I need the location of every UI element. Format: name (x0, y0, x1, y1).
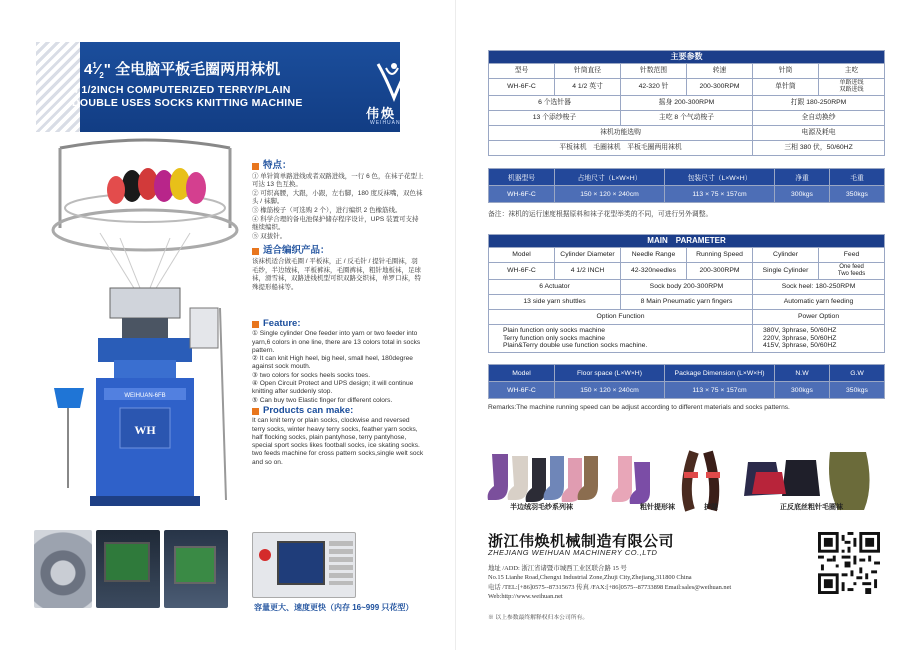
cn-pkg-header: 包装尺寸（L×W×H） (665, 169, 775, 186)
cn-header: 转速 (687, 64, 753, 79)
cn-cell: 4 1/2 英寸 (555, 79, 621, 96)
footnote: ※ 以上参数最终解释权归本公司所有。 (488, 615, 589, 621)
en-header: Cylinder Diameter (555, 248, 621, 263)
en-cell: WH-6F-C (489, 263, 555, 280)
en-cell: Sock body 200-300RPM (621, 280, 753, 295)
control-panel-photo (252, 532, 356, 598)
company-name-en: ZHEJIANG WEIHUAN MACHINERY CO.,LTD (488, 548, 658, 557)
en-cell: One feed Two feeds (819, 263, 885, 280)
cn-pkg-header: 机器型号 (489, 169, 555, 186)
cn-package-table (488, 168, 885, 203)
en-cell: Option Function (489, 310, 753, 325)
en-power-item: 380V, 3phrase, 50/60HZ (763, 327, 837, 335)
en-cell: Automatic yarn feeding (753, 295, 885, 310)
jacquard-socks-photo (612, 456, 650, 504)
circuit-photo-1 (96, 530, 160, 608)
en-power-list (753, 325, 885, 353)
feature-en-item: ④ Open Circuit Protect and UPS design; it will continue knitting after suddenly stop. (252, 380, 414, 396)
en-pkg-cell: 300kgs (775, 382, 830, 399)
title-inch: " (103, 61, 111, 78)
cn-pkg-cell: 150 × 120 × 240cm (555, 186, 665, 203)
en-pkg-header: Package Dimension (L×W×H) (665, 365, 775, 382)
en-pkg-header: Floor space (L×W×H) (555, 365, 665, 382)
cn-cell: 13 个添纱梭子 (489, 111, 621, 126)
cylinder-photo (34, 530, 92, 608)
cn-cell: 6 个选针器 (489, 96, 621, 111)
en-header: Running Speed (687, 248, 753, 263)
products-cn-heading: 适合编织产品： (252, 247, 424, 256)
sock-label-feather: 半边绒羽毛纱系列袜 (510, 504, 573, 511)
cn-cell: 打跟 180-250RPM (753, 96, 885, 111)
sock-label-kneepad: 护膝 (704, 504, 718, 511)
cn-cell: 全自动换纱 (753, 111, 885, 126)
feature-cn-item: ⑤ 双拔针。 (252, 232, 287, 240)
machine-label: WEIHUAN-6FB (124, 393, 166, 399)
en-cell: Power Option (753, 310, 885, 325)
en-header: Feed (819, 248, 885, 263)
cn-parameter-table (488, 50, 885, 156)
en-option-list (489, 325, 753, 353)
address-en: No.15 Lianhe Road,Chengxi Industrial Zone,Zhuji City,Zhejiang,311800 China (488, 574, 692, 582)
logo-cn: 伟焕 (366, 106, 397, 121)
products-cn-text: 该袜机适合做毛圈 / 平板袜，正 / 反毛针 / 提针毛圈袜，羽毛纱，半边绒袜，平板裤袜，毛圈裤袜，粗针地板袜，足球袜，滑雪袜，双路进线机型可织双路交织袜，单罗口袜，特殊提形船袜等。 (252, 257, 421, 291)
cn-table-title: 主要参数 (489, 51, 885, 64)
en-pkg-cell: 113 × 75 × 157cm (665, 382, 775, 399)
feature-en-item: ① Single cylinder One feeder into yarn or two feeder into yarn,6 colors in one line, there are 13 colors total in socks pattern. (252, 330, 421, 354)
bullet-icon (252, 248, 259, 255)
cn-cell: 单针筒 (753, 79, 819, 96)
cn-pkg-cell: 113 × 75 × 157cm (665, 186, 775, 203)
en-cell: 6 Actuator (489, 280, 621, 295)
title-en-line2: DOUBLE USES SOCKS KNITTING MACHINE (72, 97, 303, 109)
cn-cell: 三相 380 伏，50/60HZ (753, 141, 885, 156)
features-cn-block (252, 160, 424, 292)
en-power-item: 220V, 3phrase, 50/60HZ (763, 334, 837, 342)
cn-header: 针数范围 (621, 64, 687, 79)
cn-cell: 200-300RPM (687, 79, 753, 96)
feature-cn-item: ① 单针简单路进线或者双路进线，一行 6 色，在袜子花型上可达 13 色互换。 (252, 172, 424, 189)
title-frac-den: 2 (99, 71, 104, 80)
cn-cell: 平板袜机 毛圈袜机 平板毛圈两用袜机 (489, 141, 753, 156)
bullet-icon (252, 321, 259, 328)
cn-pkg-cell: 350kgs (830, 186, 885, 203)
machine-badge: WH (134, 423, 156, 437)
feature-cn-item: ③ 橡筋梭子（可选购 2 个），进行编织 2 色橡筋线。 (252, 206, 402, 214)
contact-info (488, 564, 731, 602)
en-cell: 8 Main Pneumatic yarn fingers (621, 295, 753, 310)
cn-cell: 袜机功能选购 (489, 126, 753, 141)
note-en: Remarks:The machine running speed can be adjust according to different materials and socks patterns. (488, 404, 790, 411)
en-cell: Sock heel: 180-250RPM (753, 280, 885, 295)
title-lead: 4 (84, 61, 93, 78)
bullet-icon (252, 163, 259, 170)
cn-pkg-cell: WH-6F-C (489, 186, 555, 203)
title-rest: 全电脑平板毛圈两用袜机 (115, 61, 281, 78)
en-table-title: MAIN PARAMETER (489, 235, 885, 248)
en-power-item: 415V, 3phrase, 50/60HZ (763, 342, 837, 350)
address-cn: 地址 /ADD: 浙江省诸暨市城西工业区联合路 15 号 (488, 565, 627, 572)
cn-pkg-header: 毛重 (830, 169, 885, 186)
phone-fax-email: 电话 /TEL:[+86]0575--87315673 传真 /FAX:[+86]0575--87733898 Email:sales@weihuan.net (488, 583, 732, 591)
features-cn-heading: 特点： (252, 162, 424, 171)
en-pkg-header: Model (489, 365, 555, 382)
cn-pkg-header: 占地尺寸（L×W×H） (555, 169, 665, 186)
en-pkg-header: G.W (830, 365, 885, 382)
features-en-block (252, 318, 424, 467)
feather-socks-photo (488, 454, 598, 502)
en-option-item: Terry function only socks machine (503, 334, 605, 342)
en-header: Cylinder (753, 248, 819, 263)
feature-cn-item: ④ 科学合理的备电池保护储存程序设计，UPS 装置可支持继续编织。 (252, 215, 419, 232)
en-package-table (488, 364, 885, 399)
feature-en-item: ② It can knit High heel, big heel, small heel, 180degree against sock mouth. (252, 355, 413, 371)
cn-cell: 摇身 200-300RPM (621, 96, 753, 111)
cn-cell: 电源及耗电 (753, 126, 885, 141)
en-pkg-cell: WH-6F-C (489, 382, 555, 399)
cn-cell: 主吃 8 个气动梭子 (621, 111, 753, 126)
en-option-item: Plain function only socks machine (503, 327, 606, 335)
cn-header: 针筒 (753, 64, 819, 79)
en-cell: 200-300RPM (687, 263, 753, 280)
en-pkg-cell: 350kgs (830, 382, 885, 399)
title-en (72, 84, 303, 110)
features-en-heading: Feature: (252, 320, 424, 328)
note-cn: 备注：袜机的运行速度根据原料和袜子花型举类的不同，可进行另外调整。 (488, 211, 713, 218)
en-parameter-table (488, 234, 885, 353)
title-cn: $4^1⁄_2$" 全电脑平板毛圈两用袜机 (84, 61, 281, 80)
cn-pkg-header: 净重 (775, 169, 830, 186)
circuit-photo-2 (164, 530, 228, 608)
cn-header: 型号 (489, 64, 555, 79)
en-cell: Single Cylinder (753, 263, 819, 280)
en-pkg-header: N.W (775, 365, 830, 382)
en-header: Model (489, 248, 555, 263)
en-cell: 4 1/2 INCH (555, 263, 621, 280)
company-name-cn: 浙江伟焕机械制造有限公司 (488, 533, 675, 550)
en-option-item: Plain&Terry double use function socks machine. (503, 342, 648, 350)
logo-en: WEIHUAN (370, 120, 401, 126)
photo-caption: 容量更大、速度更快（内存 16~999 只花型） (254, 603, 414, 612)
en-pkg-cell: 150 × 120 × 240cm (555, 382, 665, 399)
cn-header: 针筒直径 (555, 64, 621, 79)
weihuan-logo-icon (368, 58, 420, 104)
en-header: Needle Range (621, 248, 687, 263)
feature-en-item: ③ two colors for socks heels socks toes. (252, 371, 371, 379)
bullet-icon (252, 408, 259, 415)
knitting-machine-illustration (40, 138, 250, 518)
en-cell: 13 side yarn shuttles (489, 295, 621, 310)
title-frac-num: 1 (92, 61, 97, 70)
products-en-text: It can knit terry or plain socks, clockwise and reversed terry socks, winter heavy terry socks, feather yarn socks, half flocking socks, plain pantyhose, terry pantyhose, special sport socks likes football socks, ice skating socks. two feeds machine for cross pattern socks,single welt sock and so on. (252, 417, 424, 466)
feature-cn-item: ② 可织高腰，大跟，小跟，左右脚，180 度反袜嘴，双色袜头 / 袜脚。 (252, 189, 423, 206)
title-en-line1: 4 1/2INCH COMPUTERIZED TERRY/PLAIN (72, 84, 291, 96)
en-cell: 42-320needles (621, 263, 687, 280)
sock-label-terry: 正反底丝粗针毛圈袜 (780, 504, 843, 511)
products-en-heading: Products can make: (252, 407, 424, 415)
cn-cell: WH-6F-C (489, 79, 555, 96)
sock-label-jacquard: 粗针提形袜 (640, 504, 675, 511)
cn-pkg-cell: 300kgs (775, 186, 830, 203)
qr-code-icon (818, 532, 880, 594)
website-link[interactable]: Web:http://www.weihuan.net (488, 593, 563, 601)
cn-cell: 42-320 针 (621, 79, 687, 96)
cn-cell: 单路进线 双路进线 (819, 79, 885, 96)
detail-photos (34, 530, 434, 610)
feature-en-item: ⑤ Can buy two Elastic finger for different colors. (252, 396, 393, 404)
cn-header: 主吃 (819, 64, 885, 79)
